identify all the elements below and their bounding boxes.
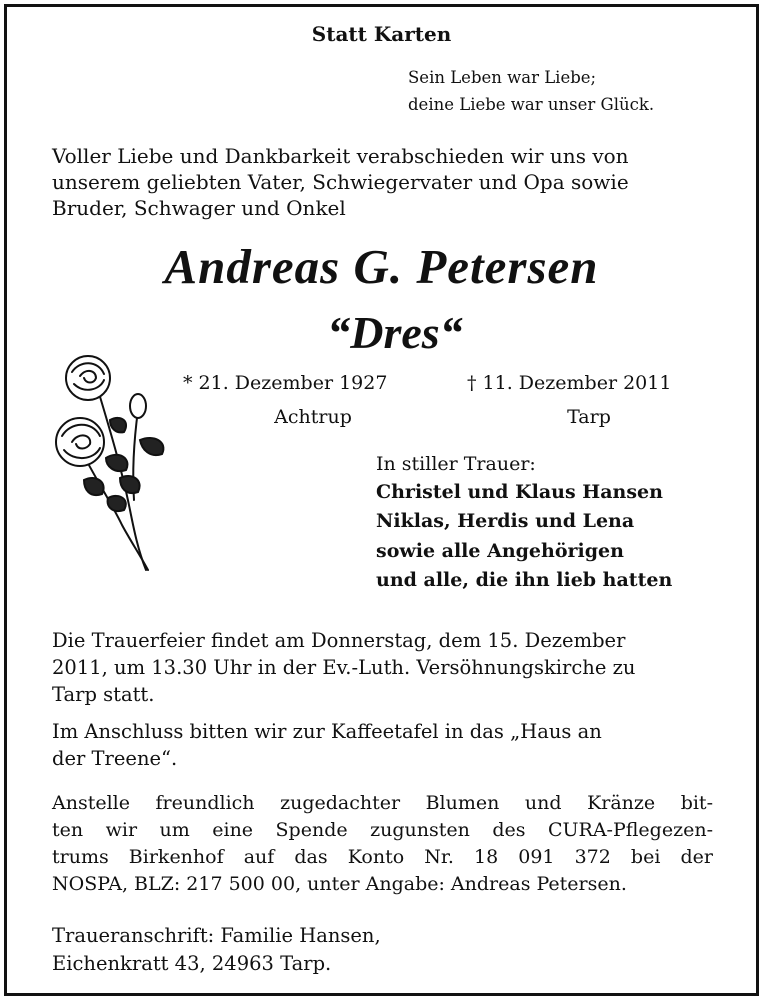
mourner-line: und alle, die ihn lieb hatten	[376, 569, 673, 591]
rose-leaf	[110, 418, 126, 432]
birth-place: Achtrup	[274, 406, 352, 428]
reception-line: Im Anschluss bitten wir zur Kaffeetafel in das „Haus an	[52, 720, 602, 743]
mourner-line: Niklas, Herdis und Lena	[376, 510, 635, 532]
notice-heading: Statt Karten	[311, 22, 452, 46]
mourning-address	[52, 922, 381, 978]
address-line: Traueranschrift: Familie Hansen,	[52, 924, 381, 947]
service-paragraph	[52, 627, 635, 708]
intro-text	[52, 143, 629, 221]
donation-line: Anstelle freundlich zugedachter Blumen und Kränze bit-	[52, 792, 713, 814]
service-line: Tarp statt.	[52, 683, 155, 706]
donation-line: NOSPA, BLZ: 217 500 00, unter Angabe: Andreas Petersen.	[52, 873, 627, 895]
rose-leaf	[108, 496, 126, 511]
service-line: 2011, um 13.30 Uhr in der Ev.-Luth. Versöhnungskirche zu	[52, 656, 636, 679]
deceased-name: Andreas G. Petersen	[164, 239, 599, 294]
intro-line: Voller Liebe und Dankbarkeit verabschieden wir uns von	[52, 144, 629, 168]
motto-line-1: Sein Leben war Liebe;	[408, 68, 597, 87]
deceased-nickname: “Dres“	[327, 307, 463, 358]
rose-illustration	[50, 350, 185, 575]
reception-paragraph	[52, 718, 602, 772]
address-line: Eichenkratt 43, 24963 Tarp.	[52, 952, 332, 975]
rose-leaf	[106, 455, 127, 471]
mourner-line: sowie alle Angehörigen	[376, 540, 624, 562]
rose-leaf	[84, 478, 104, 495]
reception-line: der Treene“.	[52, 747, 178, 770]
intro-line: Bruder, Schwager und Onkel	[52, 196, 346, 220]
death-place: Tarp	[567, 406, 611, 428]
birth-date: * 21. Dezember 1927	[183, 372, 388, 394]
motto-line-2: deine Liebe war unser Glück.	[408, 95, 655, 114]
rose-bud	[130, 394, 146, 418]
rose-leaf	[140, 438, 163, 455]
rose-leaf	[120, 476, 140, 493]
donation-paragraph	[52, 790, 713, 898]
service-line: Die Trauerfeier findet am Donnerstag, dem 15. Dezember	[52, 629, 626, 652]
mourner-line: Christel und Klaus Hansen	[376, 481, 663, 503]
mourners-intro: In stiller Trauer:	[376, 453, 536, 475]
death-date: † 11. Dezember 2011	[467, 372, 672, 394]
donation-line: trums Birkenhof auf das Konto Nr. 18 091 372 bei der	[52, 846, 713, 868]
intro-line: unserem geliebten Vater, Schwiegervater und Opa sowie	[52, 170, 629, 194]
donation-line: ten wir um eine Spende zugunsten des CURA-Pflegezen-	[52, 819, 713, 841]
